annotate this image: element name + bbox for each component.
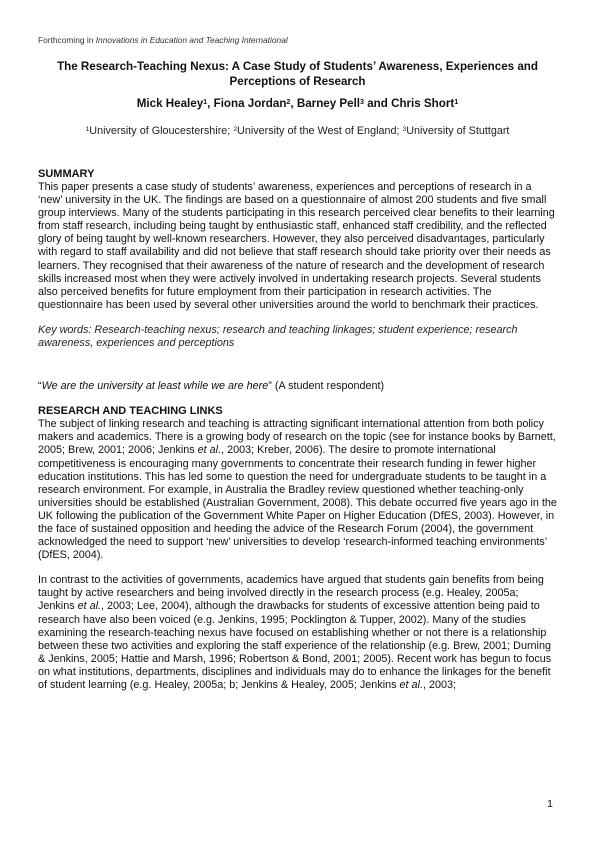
- author-list: [40, 97, 555, 111]
- quote-attribution: (A student respondent): [271, 380, 385, 393]
- affiliation-marker: 2: [233, 126, 238, 133]
- summary-heading: SUMMARY: [38, 168, 95, 180]
- page-number: 1: [547, 798, 553, 810]
- section-heading: RESEARCH AND TEACHING LINKS: [38, 405, 223, 418]
- author-name: Chris Short: [391, 97, 455, 110]
- text-run: In contrast to the activities of governments, academics have argued that students gain benefits from being taught by active researchers and being involved directly in the research process (e.g. Healey, 2005a; Jenkins: [38, 574, 544, 613]
- text-run: , 2003; Kreber, 2006). The desire to promote international competitiveness is encouraging many governments to concentrate their research funding in fewer higher education institutions. This has led some to question the need for undergraduate students to be taught in a research environment. For example, in Australia the Bradley review questioned whether teaching-only universities should be established (Australian Government, 2008). This debate occurred five years ago in the UK following the publication of the Government White Paper on Higher Education (DfES, 2003). However, in the face of sustained opposition and heeding the advice of the Research Forum (2004), the government acknowledged the need to support ‘new’ universities to develop ‘research-informed teaching environments’ (DfES, 2004).: [38, 444, 557, 562]
- text-run: , 2003;: [422, 679, 456, 691]
- running-head: [38, 35, 288, 45]
- italic-text-run: et al.: [197, 444, 222, 457]
- affiliation-marker: 3: [402, 126, 407, 133]
- main-content: [38, 168, 558, 692]
- text-run: , 2003; Lee, 2004), although the drawbacks for students of excessive attention being paid to research have also been voiced (e.g. Jenkins, 1995; Pocklington & Tupper, 2002). Many of the studies examining the research-teaching nexus have focused on establishing whether or not there is a relationship between these two activities and exploring the staff experience of the relationship (e.g. Brew, 2001; Durning & Jenkins, 2005; Hattie and Marsh, 1996; Robertson & Bond, 2001; 2005). Recent work has begun to focus on what institutions, departments, disciplines and individuals may do to enhance the linkages for the benefit of student learning (e.g. Healey, 2005a; b; Jenkins & Healey, 2005; Jenkins: [38, 600, 552, 691]
- author-name: Mick Healey: [136, 97, 204, 110]
- running-head-prefix: Forthcoming in: [38, 35, 96, 45]
- author-separator: ,: [207, 97, 214, 110]
- author-affiliation-marker: 2: [286, 96, 291, 106]
- summary-paragraph: This paper presents a case study of students’ awareness, experiences and perceptions of research in a ‘new’ university in the UK. The findings are based on a questionnaire of almost 200 students and five small group interviews. Many of the students participating in this research perceived clear benefits to their learning from staff research, including being taught by enthusiastic staff, enhanced staff credibility, and the reflected glory of being taught by well-known researchers. However, they also perceived disadvantages, particularly with regard to staff availability and did not believe that staff research should take priority over their needs as learners. They recognised that their awareness of the nature of research and the development of research skills increased most when they were actively involved in undertaking research projects. Several students also perceived benefits for future employment from their participation in research activities. The questionnaire has been used by several other universities around the world to benchmark their practices.: [38, 181, 555, 311]
- body-paragraph: [38, 418, 558, 562]
- italic-text-run: et al.: [77, 600, 102, 613]
- keywords: Key words: Research-teaching nexus; research and teaching linkages; student experience; research awareness, experiences and perceptions: [38, 323, 518, 350]
- author-separator: and: [364, 97, 392, 110]
- author-affiliation-marker: 1: [203, 96, 208, 106]
- author-separator: ,: [290, 97, 297, 110]
- running-head-journal: Innovations in Education and Teaching International: [95, 35, 288, 45]
- quote-text: We are the university at least while we are here: [41, 380, 269, 393]
- affiliation-list: [40, 124, 555, 138]
- author-name: Barney Pell: [296, 97, 361, 110]
- italic-text-run: et al.: [399, 679, 423, 691]
- affiliation-name: University of the West of England;: [237, 125, 400, 137]
- author-affiliation-marker: 1: [454, 96, 459, 106]
- body-paragraph: [38, 574, 558, 692]
- affiliation-name: University of Gloucestershire;: [89, 125, 231, 137]
- paper-title: The Research-Teaching Nexus: A Case Study of Students’ Awareness, Experiences and Perceptions of Research: [57, 60, 538, 88]
- text-run: The subject of linking research and teaching is attracting significant international attention from both policy makers and academics. There is a growing body of research on the topic (see for instance books by Barnett, 2005; Brew, 2001; 2006; Jenkins: [38, 418, 556, 457]
- affiliation-name: University of Stuttgart: [406, 125, 510, 137]
- affiliation-marker: 1: [85, 126, 90, 133]
- epigraph-quote: “We are the university at least while we are here” (A student respondent): [38, 380, 385, 393]
- author-name: Fiona Jordan: [213, 97, 287, 110]
- author-affiliation-marker: 3: [360, 96, 365, 106]
